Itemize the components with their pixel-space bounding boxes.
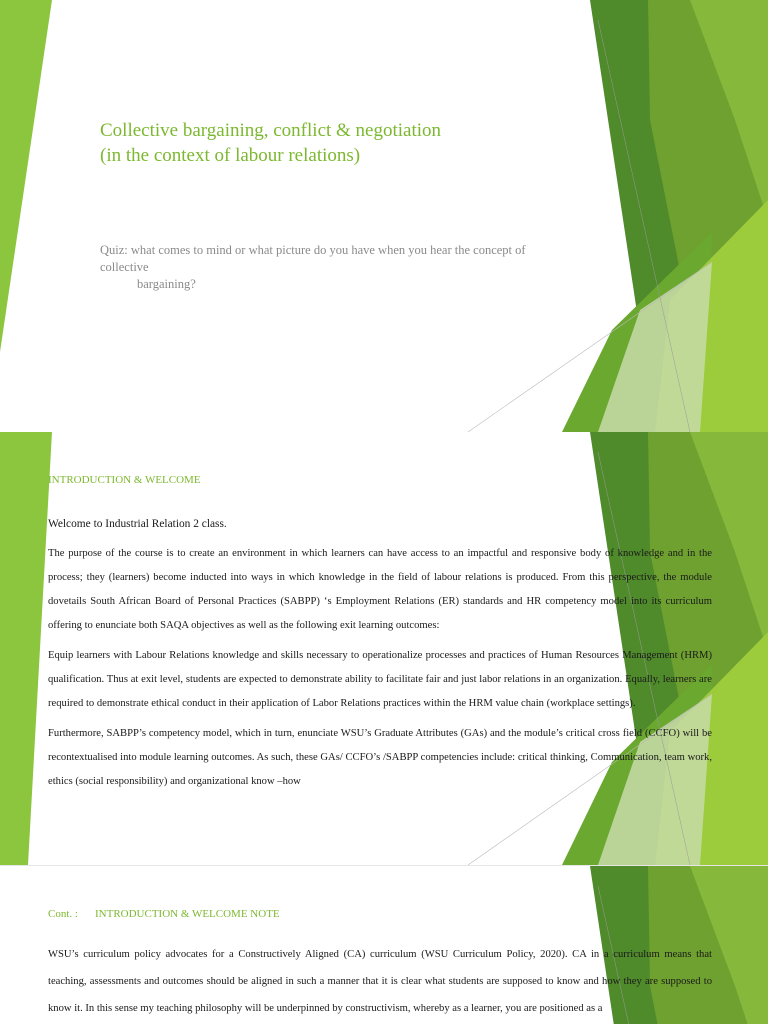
quiz-text: Quiz: what comes to mind or what picture do you have when you hear the concept of collective bargaining? <box>100 243 526 291</box>
curriculum-body <box>48 941 712 1024</box>
section-heading: Cont. : INTRODUCTION & WELCOME NOTE <box>48 908 280 920</box>
outcomes-paragraph: Equip learners with Labour Relations knowledge and skills necessary to operationalize processes and practices of Human Resources Management (HRM) qualification. Thus at exit level, students are expected to demonstrate ability to facilitate fair and just labor relations in an organization. Equally, learners are required to demonstrate ethical conduct in their application of Labor Relations practices within the HRM value chain (workplace settings). <box>48 650 712 709</box>
competency-paragraph: Furthermore, SABPP’s competency model, which in turn, enunciate WSU’s Graduate Attributes (GAs) and the module’s critical cross field (CCFO) will be recontextualised into module learning outcomes. As such, these GAs/ CCFO’s /SABPP competencies include: critical thinking, Communication, team work, ethics (social responsibility) and organizational know –how <box>48 728 712 787</box>
section-heading: INTRODUCTION & WELCOME <box>48 474 201 486</box>
intro-body <box>48 512 712 800</box>
green-facet-decoration <box>0 0 768 432</box>
welcome-line: Welcome to Industrial Relation 2 class. <box>48 518 227 530</box>
purpose-paragraph: The purpose of the course is to create an environment in which learners can have access to an impactful and responsive body of knowledge and in the process; they (learners) become inducted into ways in which knowledge in the field of labour relations is produced. From this perspective, the module dovetails South African Board of Personal Practices (SABPP) ‘s Employment Relations (ER) standards and HR competency model into its curriculum offering to enunciate both SAQA objectives as well as the following exit learning outcomes: <box>48 548 712 631</box>
slide-introduction-continued <box>0 866 768 1024</box>
cont-label: Cont. : <box>48 908 78 920</box>
slide-title-text: Collective bargaining, conflict & negotiation (in the context of labour relations) <box>100 120 442 166</box>
curriculum-paragraph: WSU’s curriculum policy advocates for a Constructively Aligned (CA) curriculum (WSU Curriculum Policy, 2020). CA in a curriculum means that teaching, assessments and outcomes should be aligned in such a manner that it is clear what students are supposed to know and how they are supposed to know it. In this sense my teaching philosophy will be underpinned by constructivism, whereby as a learner, you are positioned as a <box>48 949 712 1014</box>
slide-title <box>0 0 768 432</box>
slide-introduction <box>0 432 768 865</box>
